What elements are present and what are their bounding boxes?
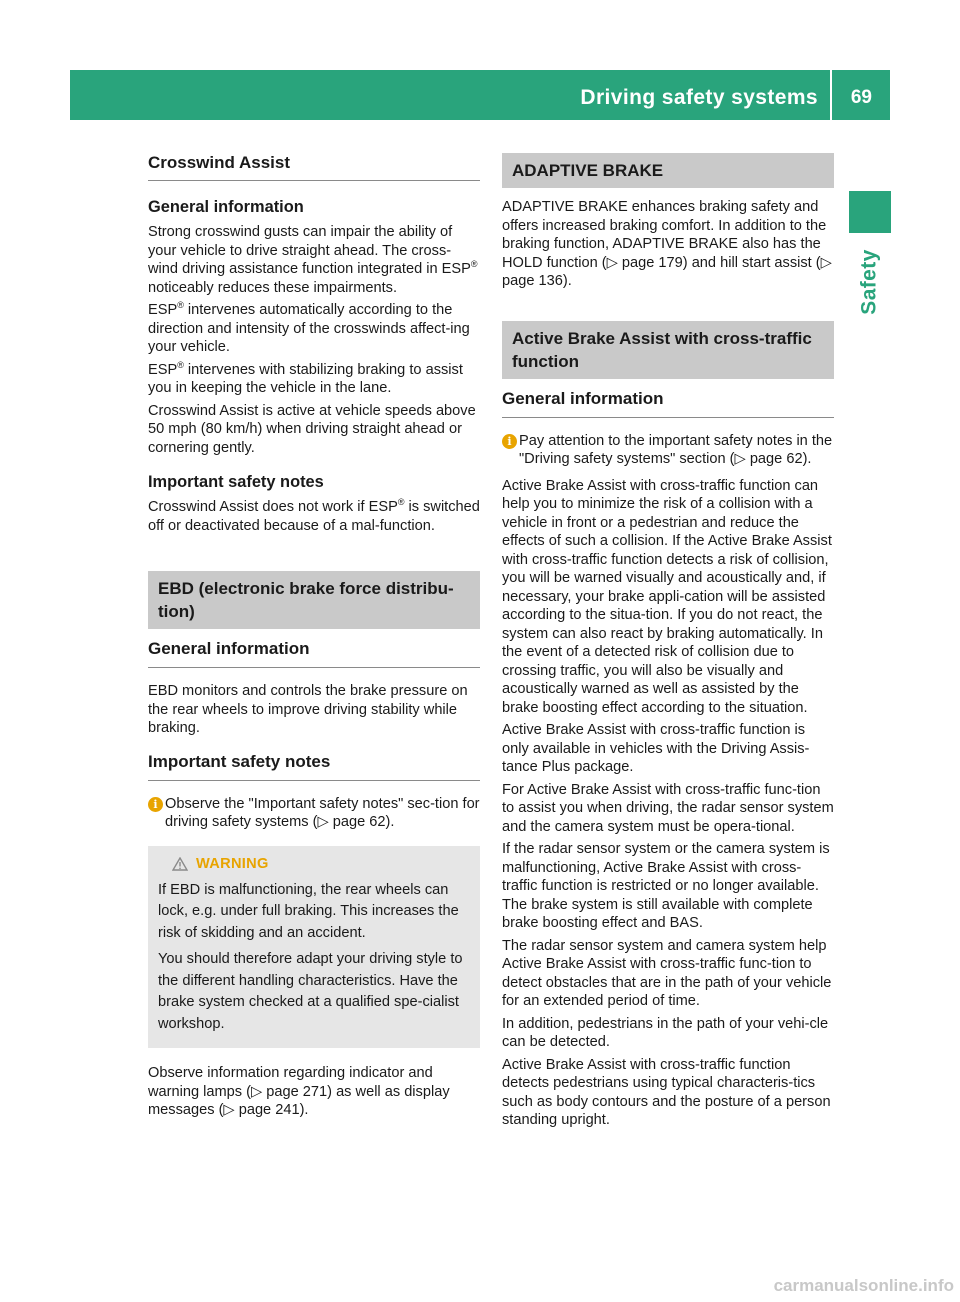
text-span: Strong crosswind gusts can impair the ability of your vehicle to drive straight ahead. The cross-wind driving assistance function integrated in ESP	[148, 224, 471, 277]
warning-paragraph-2: You should therefore adapt your driving style to the different handling characteristics. Have the brake system checked at a qualified spe-cialist workshop.	[158, 951, 463, 1032]
ebd-info-note-text: Observe the "Important safety notes" sec-tion for driving safety systems (▷ page 62).	[165, 795, 480, 830]
ebd-info-note	[148, 795, 480, 832]
ebd-paragraph-1: EBD monitors and controls the brake pressure on the rear wheels to improve driving stability while braking.	[148, 683, 468, 736]
active-brake-paragraph-3: For Active Brake Assist with cross-traffic func-tion to assist you when driving, the radar sensor system and the camera system must be opera-tional.	[502, 781, 834, 835]
registered-mark: ®	[177, 359, 184, 370]
section-tab-marker	[849, 191, 891, 233]
text-span: Crosswind Assist does not work if ESP	[148, 499, 398, 515]
active-brake-paragraph-7: Active Brake Assist with cross-traffic function detects pedestrians using typical characteris-tics such as body contours and the posture of a person standing upright.	[502, 1056, 831, 1128]
active-brake-info-note-text: Pay attention to the important safety notes in the "Driving safety systems" section (▷ page 62).	[519, 432, 833, 467]
crosswind-general-heading: General information	[148, 198, 304, 216]
crosswind-paragraph-2	[148, 301, 480, 357]
active-brake-title: Active Brake Assist with cross-traffic function	[502, 321, 834, 379]
section-tab-label	[849, 244, 891, 320]
warning-title: WARNING	[196, 855, 269, 872]
header-title: Driving safety systems	[580, 86, 818, 109]
info-icon: i	[502, 434, 517, 449]
active-brake-paragraph-6: In addition, pedestrians in the path of your vehi-cle can be detected.	[502, 1015, 829, 1050]
crosswind-paragraph-4: Crosswind Assist is active at vehicle speeds above 50 mph (80 km/h) when driving straight ahead or cornering gently.	[148, 402, 476, 456]
right-column	[502, 140, 834, 1134]
ebd-title: EBD (electronic brake force distribu-tion)	[148, 571, 480, 629]
active-brake-paragraph-5: The radar sensor system and camera system help Active Brake Assist with cross-traffic func-tion to detect obstacles that are in the path of your vehicle for an extended period of time.	[502, 937, 832, 1009]
left-column	[148, 140, 480, 1124]
section-tab-label-text: Safety	[858, 249, 881, 315]
header-divider	[830, 70, 832, 120]
registered-mark: ®	[470, 259, 478, 270]
adaptive-brake-title: ADAPTIVE BRAKE	[502, 153, 834, 188]
text-span: ESP	[148, 302, 178, 318]
registered-mark: ®	[177, 300, 184, 311]
info-icon: i	[148, 797, 163, 812]
active-brake-paragraph-4: If the radar sensor system or the camera system is malfunctioning, Active Brake Assist with cross-traffic function is restricted or no longer available. The brake system is still available with complete brake boosting effect and BAS.	[502, 841, 830, 931]
registered-mark: ®	[397, 497, 405, 508]
active-brake-paragraph-1: Active Brake Assist with cross-traffic function can help you to minimize the risk of a collision with a vehicle in front or a pedestrian and reduce the effects of such a collision. If the Active Brake Assist with cross-traffic function detects a risk of collision, you will be warned visually and acoustically and, if necessary, your brake appli-cation will be assisted according to the situa-tion. If you do not react, the system can also react by braking automatically. In the event of a detected risk of collision due to crossing traffic, you will also be visually and acoustically warned as well as assisted by the brake boosting effect according to the situation.	[502, 477, 832, 716]
text-span: is switched off or deactivated because of a mal-function.	[148, 499, 480, 534]
text-span: ESP	[148, 361, 178, 378]
active-brake-paragraph-2: Active Brake Assist with cross-traffic function is only available in vehicles with the Driving Assis-tance Plus package.	[502, 722, 810, 775]
active-brake-info-note	[502, 432, 834, 469]
warning-header	[158, 856, 470, 872]
warning-box	[148, 846, 480, 1049]
ebd-safety-heading: Important safety notes	[148, 752, 480, 781]
crosswind-title: Crosswind Assist	[148, 153, 480, 181]
adaptive-brake-paragraph: ADAPTIVE BRAKE enhances braking safety and offers increased braking comfort. In addition to the braking function, ADAPTIVE BRAKE also has the HOLD function (▷ page 179) and hill start assist (▷ page 136).	[502, 199, 832, 289]
ebd-paragraph-2: Observe information regarding indicator and warning lamps (▷ page 271) as well as display messages (▷ page 241).	[148, 1065, 450, 1118]
watermark: carmanualsonline.info	[773, 1276, 954, 1295]
active-brake-general-heading: General information	[502, 389, 834, 418]
crosswind-paragraph-1	[148, 223, 480, 297]
crosswind-paragraph-5	[148, 498, 480, 535]
text-span: intervenes automatically according to the direction and intensity of the crosswinds affect-ing your vehicle.	[148, 302, 470, 355]
warning-paragraph-1: If EBD is malfunctioning, the rear wheels can lock, e.g. under full braking. This increases the risk of skidding and an accident.	[158, 881, 459, 941]
page-header	[70, 70, 890, 120]
crosswind-safety-heading: Important safety notes	[148, 473, 324, 491]
crosswind-paragraph-3	[148, 361, 480, 398]
warning-triangle-icon	[172, 857, 188, 871]
ebd-general-heading: General information	[148, 639, 480, 668]
text-span: noticeably reduces these impairments.	[148, 279, 398, 296]
text-span: intervenes with stabilizing braking to assist you in keeping the vehicle in the lane.	[148, 361, 463, 396]
page-number: 69	[850, 87, 872, 108]
